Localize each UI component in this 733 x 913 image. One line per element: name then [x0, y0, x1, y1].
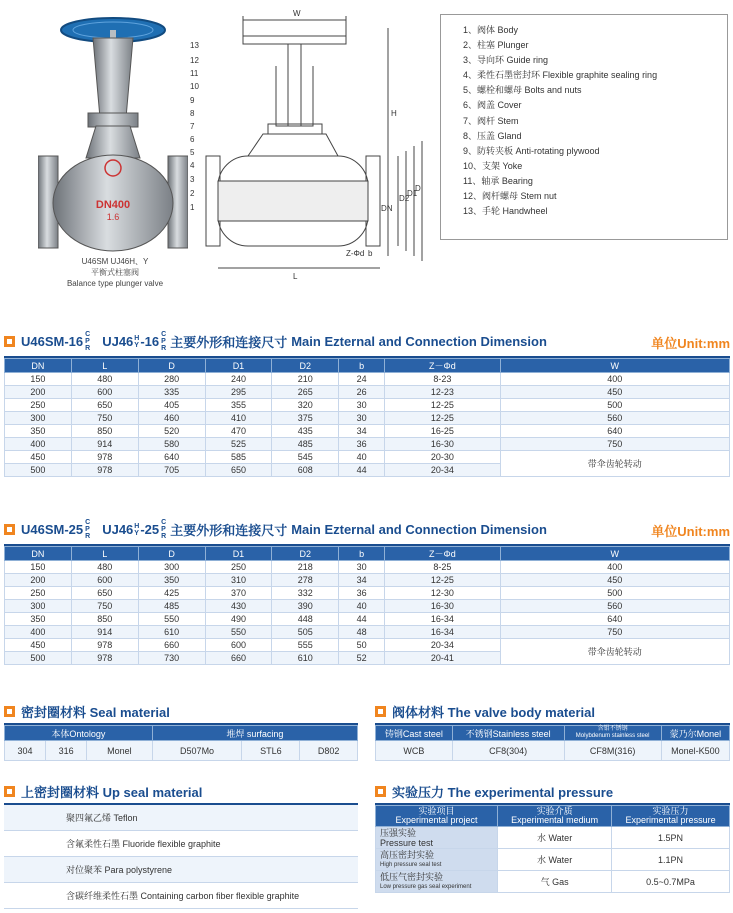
table-header-cell: 实验介质 Experimental medium: [498, 806, 612, 827]
table-cell: 16-34: [385, 626, 500, 639]
bullet-icon: [4, 336, 15, 347]
table-cell: 410: [205, 412, 272, 425]
part-item: 11、轴承 Bearing: [463, 175, 533, 186]
section-title-body: 阀体材料 The valve body material: [375, 702, 730, 720]
table-header-cell: 含钼不锈钢 Molybdenum stainless steel: [564, 726, 661, 741]
table-cell: 36: [339, 438, 385, 451]
table-header-cell: 蒙乃尔Monel: [661, 726, 729, 741]
table-cell: 520: [138, 425, 205, 438]
label-10: 10: [190, 82, 199, 91]
table-cell: 150: [5, 561, 72, 574]
table-cell: 30: [339, 399, 385, 412]
table-header-cell: Z－Φd: [385, 547, 500, 561]
table-cell: 332: [272, 587, 339, 600]
table-cell: 34: [339, 574, 385, 587]
table-cell: 250: [205, 561, 272, 574]
table-cell: 460: [138, 412, 205, 425]
label-8: 8: [190, 109, 195, 118]
table-cell: 20-30: [385, 451, 500, 464]
label-d1: D1: [407, 189, 418, 198]
table-cell: 高压密封实验 High pressure seal test: [376, 849, 498, 871]
table-cell: 750: [500, 438, 729, 451]
table-cell: CF8M(316): [564, 741, 661, 761]
table-cell: 525: [205, 438, 272, 451]
part-item: 2、柱塞 Plunger: [463, 40, 529, 51]
table-cell: 580: [138, 438, 205, 451]
table-row: [5, 373, 730, 386]
list-item: 含碳纤维柔性石墨 Containing carbon fiber flexible graphite: [4, 883, 358, 909]
seal-material-section: [4, 702, 358, 761]
table-cell: 0.5~0.7MPa: [612, 871, 730, 893]
table-cell: 550: [138, 613, 205, 626]
table-cell: 26: [339, 386, 385, 399]
table-row: [5, 613, 730, 626]
part-item: 7、阀杆 Stem: [463, 115, 519, 126]
bullet-icon: [4, 786, 15, 797]
table-cell: 水 Water: [498, 849, 612, 871]
table-cell: CF8(304): [452, 741, 564, 761]
table-cell: 500: [500, 587, 729, 600]
body-label-2: 1.6: [106, 212, 120, 222]
table-cell: STL6: [242, 741, 300, 761]
table-cell: 448: [272, 613, 339, 626]
table-cell: D802: [300, 741, 358, 761]
table-cell: 850: [71, 425, 138, 438]
table-header-cell: DN: [5, 359, 72, 373]
table-cell: 978: [71, 652, 138, 665]
unit-label: 单位Unit:mm: [651, 336, 730, 351]
table-cell: Monel-K500: [661, 741, 729, 761]
table-cell: 250: [5, 587, 72, 600]
table-row: [376, 827, 730, 849]
table-cell: 750: [500, 626, 729, 639]
table-cell: 16-34: [385, 613, 500, 626]
table-cell: 450: [5, 639, 72, 652]
table-cell: 430: [205, 600, 272, 613]
table-cell: 40: [339, 600, 385, 613]
table-row: [5, 587, 730, 600]
table-cell: 218: [272, 561, 339, 574]
label-12: 12: [190, 56, 199, 65]
part-item: 8、压盖 Gland: [463, 130, 522, 141]
list-item: 含氟柔性石墨 Fluoride flexible graphite: [4, 831, 358, 857]
table-cell: 978: [71, 639, 138, 652]
dimension-section-25: [4, 518, 730, 665]
table-row: [5, 386, 730, 399]
table-cell: 610: [272, 652, 339, 665]
section-title-upseal: 上密封圈材料 Up seal material: [4, 782, 358, 800]
label-5: 5: [190, 148, 195, 157]
label-6: 6: [190, 135, 195, 144]
table-cell: 730: [138, 652, 205, 665]
table-cell: 660: [138, 639, 205, 652]
table-header-cell: D: [138, 359, 205, 373]
table-cell: 200: [5, 574, 72, 587]
pressure-section: [375, 782, 730, 893]
table-cell: 545: [272, 451, 339, 464]
table-header-cell: 实验项目 Experimental project: [376, 806, 498, 827]
table-header-cell: W: [500, 359, 729, 373]
label-d: D: [415, 184, 421, 193]
table-header-cell: D2: [272, 359, 339, 373]
table-cell: 36: [339, 587, 385, 600]
table-cell: 480: [71, 373, 138, 386]
part-item: 9、防转夹板 Anti-rotating plywood: [463, 145, 600, 156]
table-row: [5, 412, 730, 425]
label-3: 3: [190, 175, 195, 184]
label-zd: Z-Φd: [346, 249, 365, 258]
table-cell: 34: [339, 425, 385, 438]
label-w: W: [293, 9, 301, 18]
table-cell: 550: [205, 626, 272, 639]
dimension-table-25: [4, 546, 730, 665]
technical-drawing: [188, 6, 438, 284]
table-cell: 375: [272, 412, 339, 425]
table-cell: 16-25: [385, 425, 500, 438]
table-cell: 500: [500, 399, 729, 412]
part-item: 5、螺栓和螺母 Bolts and nuts: [463, 85, 582, 96]
gear-note: 带伞齿轮转动: [500, 451, 729, 477]
label-11: 11: [190, 69, 199, 78]
label-h: H: [391, 109, 397, 118]
table-cell: 400: [5, 626, 72, 639]
table-cell: 12-25: [385, 412, 500, 425]
table-cell: 750: [71, 412, 138, 425]
table-row: [5, 561, 730, 574]
table-cell: 320: [272, 399, 339, 412]
table-header-cell: b: [339, 359, 385, 373]
body-material-section: [375, 702, 730, 761]
table-cell: 400: [500, 373, 729, 386]
up-seal-section: [4, 782, 358, 909]
table-cell: 405: [138, 399, 205, 412]
table-header-cell: W: [500, 547, 729, 561]
table-cell: 650: [71, 399, 138, 412]
table-row: [376, 741, 730, 761]
bullet-icon: [4, 706, 15, 717]
bullet-icon: [4, 524, 15, 535]
caption-line2: 平衡式柱塞阀: [91, 268, 139, 277]
part-item: 1、阀体 Body: [463, 25, 519, 35]
table-cell: 355: [205, 399, 272, 412]
table-cell: 750: [71, 600, 138, 613]
caption-line1: U46SM UJ46H、Y: [81, 257, 149, 266]
table-cell: 16-30: [385, 600, 500, 613]
table-cell: 12-25: [385, 574, 500, 587]
table-cell: 450: [5, 451, 72, 464]
table-cell: 500: [5, 464, 72, 477]
table-cell: 560: [500, 600, 729, 613]
table-row: [5, 626, 730, 639]
table-cell: 650: [71, 587, 138, 600]
caption-line3: Balance type plunger valve: [66, 279, 164, 288]
table-row: [376, 849, 730, 871]
body-material-table: [375, 725, 730, 761]
section-title-16: U46SM-16 C P R UJ46 H Y -16 C P R 主要外形和连接尺寸 Main Ezternal and Connection Dimension: [4, 331, 547, 352]
table-cell: 12-23: [385, 386, 500, 399]
table-cell: 8-23: [385, 373, 500, 386]
table-cell: 640: [500, 425, 729, 438]
table-cell: 470: [205, 425, 272, 438]
table-cell: 20-34: [385, 464, 500, 477]
label-2: 2: [190, 189, 195, 198]
table-header-cell: 堆焊 surfacing: [152, 726, 357, 741]
table-row: [5, 438, 730, 451]
table-row: [5, 741, 358, 761]
table-cell: 304: [5, 741, 46, 761]
table-cell: 505: [272, 626, 339, 639]
table-header-row: [5, 359, 730, 373]
table-cell: 250: [5, 399, 72, 412]
table-cell: 12-25: [385, 399, 500, 412]
table-cell: 485: [138, 600, 205, 613]
table-row: [5, 425, 730, 438]
table-row: [5, 574, 730, 587]
table-header-cell: 实验压力 Experimental pressure: [612, 806, 730, 827]
table-cell: 390: [272, 600, 339, 613]
table-cell: 300: [5, 412, 72, 425]
table-header-cell: DN: [5, 547, 72, 561]
label-l: L: [293, 272, 298, 281]
table-cell: 280: [138, 373, 205, 386]
table-cell: 气 Gas: [498, 871, 612, 893]
bullet-icon: [375, 786, 386, 797]
table-cell: 30: [339, 561, 385, 574]
section-title-pressure: 实验压力 The experimental pressure: [375, 782, 730, 800]
table-header-cell: D1: [205, 547, 272, 561]
part-item: 3、导向环 Guide ring: [463, 55, 549, 66]
table-cell: 978: [71, 464, 138, 477]
table-header-cell: D: [138, 547, 205, 561]
table-cell: 450: [500, 574, 729, 587]
table-cell: 44: [339, 613, 385, 626]
table-header-cell: 不锈钢Stainless steel: [452, 726, 564, 741]
table-header-cell: D2: [272, 547, 339, 561]
up-seal-list: [4, 805, 358, 909]
table-cell: Monel: [87, 741, 152, 761]
table-cell: 52: [339, 652, 385, 665]
table-cell: 310: [205, 574, 272, 587]
table-cell: 210: [272, 373, 339, 386]
table-cell: 8-25: [385, 561, 500, 574]
table-cell: 295: [205, 386, 272, 399]
table-cell: 978: [71, 451, 138, 464]
section-title-25: U46SM-25 C P R UJ46 H Y -25 C P R 主要外形和连接尺寸 Main Ezternal and Connection Dimension: [4, 519, 547, 540]
table-cell: 48: [339, 626, 385, 639]
table-cell: 600: [205, 639, 272, 652]
table-cell: 400: [5, 438, 72, 451]
table-cell: 1.1PN: [612, 849, 730, 871]
table-cell: 585: [205, 451, 272, 464]
table-cell: 24: [339, 373, 385, 386]
list-item: 聚四氟乙烯 Teflon: [4, 805, 358, 831]
table-row: [5, 399, 730, 412]
table-header-cell: b: [339, 547, 385, 561]
bullet-icon: [375, 706, 386, 717]
table-cell: 350: [138, 574, 205, 587]
seal-material-table: [4, 725, 358, 761]
table-cell: 450: [500, 386, 729, 399]
table-row: [5, 639, 730, 652]
label-d2: D2: [399, 194, 410, 203]
table-cell: 300: [5, 600, 72, 613]
table-cell: 640: [138, 451, 205, 464]
table-cell: 914: [71, 626, 138, 639]
table-cell: 50: [339, 639, 385, 652]
table-cell: 500: [5, 652, 72, 665]
gear-note: 带伞齿轮转动: [500, 639, 729, 665]
table-cell: 555: [272, 639, 339, 652]
table-cell: 370: [205, 587, 272, 600]
table-cell: 660: [205, 652, 272, 665]
label-b: b: [368, 249, 373, 258]
table-cell: 640: [500, 613, 729, 626]
part-item: 4、柔性石墨密封环 Flexible graphite sealing ring: [463, 70, 658, 81]
table-cell: 425: [138, 587, 205, 600]
label-4: 4: [190, 161, 195, 170]
table-cell: 16-30: [385, 438, 500, 451]
table-row: [5, 451, 730, 464]
table-cell: 240: [205, 373, 272, 386]
table-header-cell: D1: [205, 359, 272, 373]
table-cell: 650: [205, 464, 272, 477]
table-cell: 610: [138, 626, 205, 639]
table-cell: 316: [46, 741, 87, 761]
label-7: 7: [190, 122, 195, 131]
table-cell: 435: [272, 425, 339, 438]
table-cell: 20-41: [385, 652, 500, 665]
list-item: 对位聚苯 Para polystyrene: [4, 857, 358, 883]
parts-list: [440, 14, 728, 240]
table-cell: 150: [5, 373, 72, 386]
table-cell: 低压气密封实验 Low pressure gas seal experiment: [376, 871, 498, 893]
table-row: [5, 600, 730, 613]
section-title-seal: 密封圈材料 Seal material: [4, 702, 358, 720]
label-13: 13: [190, 41, 199, 50]
valve-photo: [38, 8, 188, 253]
table-header-cell: L: [71, 547, 138, 561]
table-cell: 265: [272, 386, 339, 399]
part-item: 13、手轮 Handwheel: [463, 206, 548, 217]
table-cell: 350: [5, 425, 72, 438]
table-row: [376, 871, 730, 893]
table-cell: 350: [5, 613, 72, 626]
table-header-cell: 本体Ontology: [5, 726, 153, 741]
table-cell: WCB: [376, 741, 453, 761]
label-1: 1: [190, 203, 195, 212]
dimension-table-16: [4, 358, 730, 477]
table-cell: 600: [71, 574, 138, 587]
table-cell: D507Mo: [152, 741, 242, 761]
table-cell: 485: [272, 438, 339, 451]
part-item: 6、阀盖 Cover: [463, 100, 522, 111]
photo-caption: [40, 256, 190, 289]
table-cell: 490: [205, 613, 272, 626]
table-cell: 30: [339, 412, 385, 425]
label-9: 9: [190, 96, 195, 105]
table-cell: 400: [500, 561, 729, 574]
table-cell: 40: [339, 451, 385, 464]
table-cell: 560: [500, 412, 729, 425]
table-cell: 1.5PN: [612, 827, 730, 849]
table-cell: 480: [71, 561, 138, 574]
table-cell: 600: [71, 386, 138, 399]
dimension-section-16: [4, 330, 730, 477]
table-header-cell: 铸钢Cast steel: [376, 726, 453, 741]
pressure-table: [375, 805, 730, 893]
table-header-row: [5, 547, 730, 561]
table-cell: 850: [71, 613, 138, 626]
table-header-cell: L: [71, 359, 138, 373]
table-header-cell: Z－Φd: [385, 359, 500, 373]
table-cell: 300: [138, 561, 205, 574]
table-cell: 20-34: [385, 639, 500, 652]
part-item: 12、阀杆螺母 Stem nut: [463, 191, 557, 202]
table-cell: 278: [272, 574, 339, 587]
table-cell: 335: [138, 386, 205, 399]
unit-label: 单位Unit:mm: [651, 524, 730, 539]
table-cell: 608: [272, 464, 339, 477]
table-cell: 水 Water: [498, 827, 612, 849]
table-cell: 12-30: [385, 587, 500, 600]
table-cell: 705: [138, 464, 205, 477]
table-cell: 200: [5, 386, 72, 399]
body-label-1: DN400: [95, 199, 131, 211]
table-cell: 914: [71, 438, 138, 451]
table-cell: 压强实验 Pressure test: [376, 827, 498, 849]
part-item: 10、支架 Yoke: [463, 160, 523, 171]
table-cell: 44: [339, 464, 385, 477]
label-dn: DN: [381, 204, 393, 213]
